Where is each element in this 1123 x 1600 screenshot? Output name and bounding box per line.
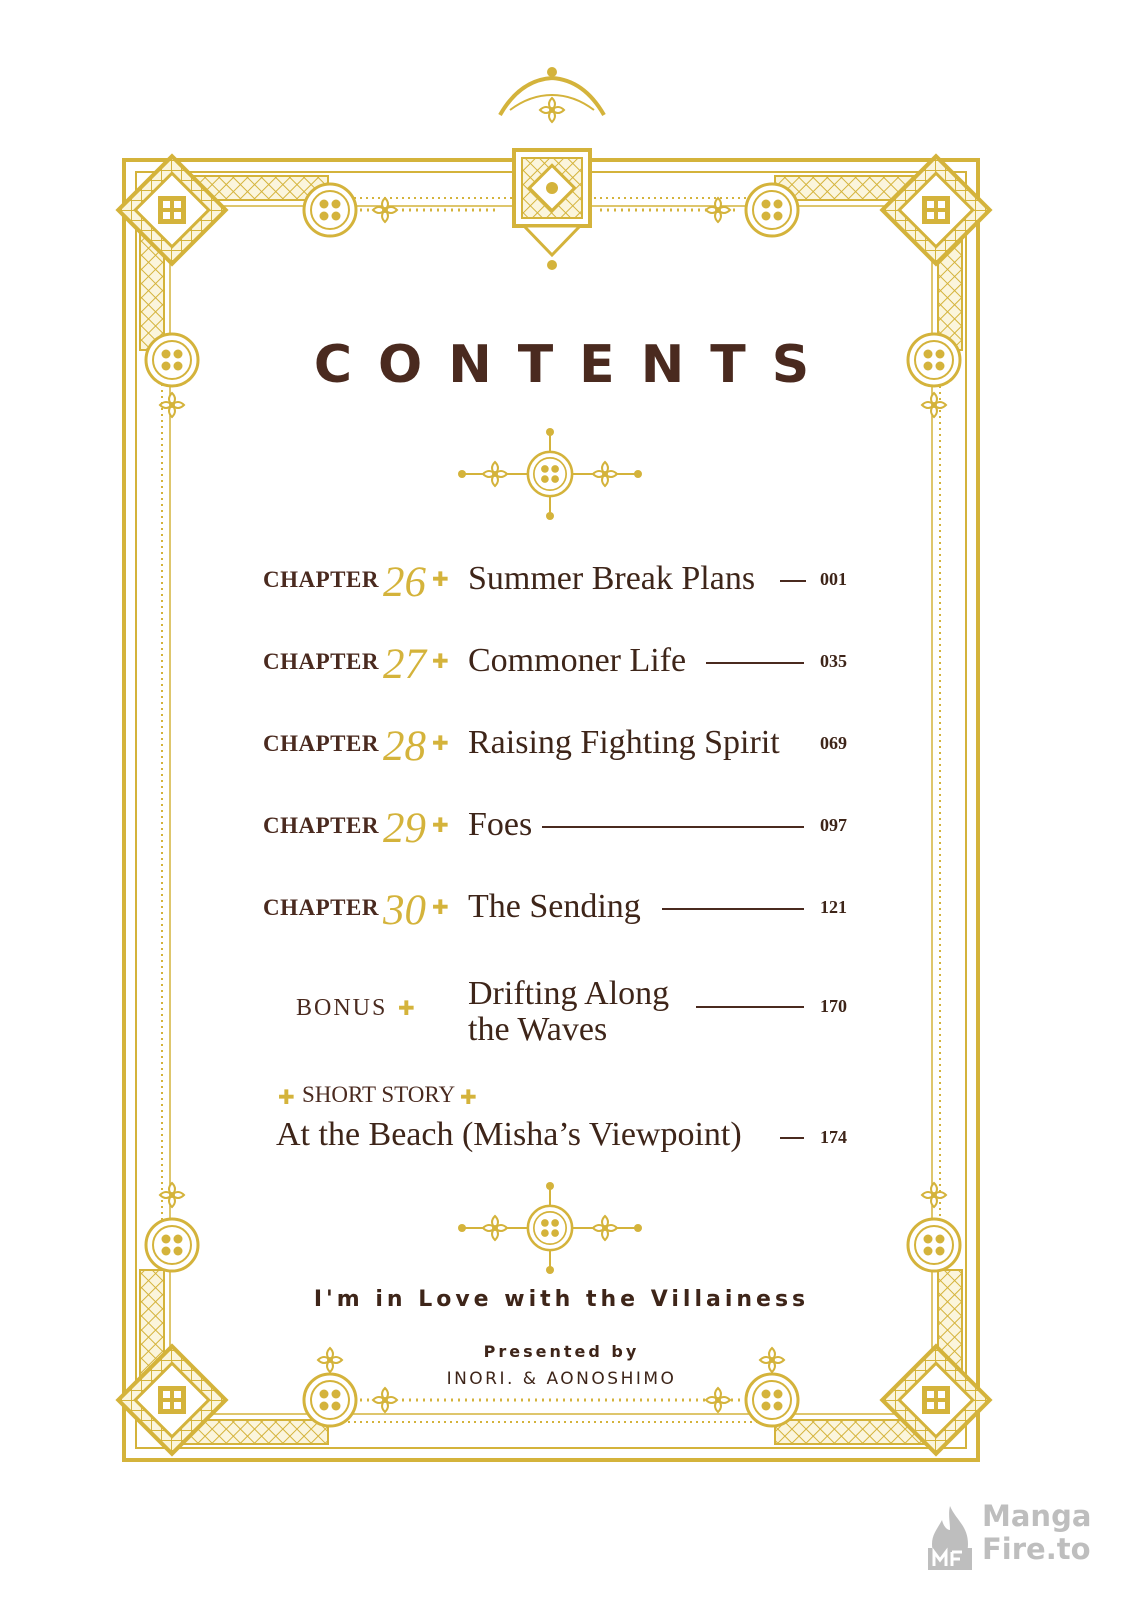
chapter-number: 28 [383,723,426,770]
cross-icon: ✚ [432,895,449,919]
short-story-label: SHORT STORY [302,1082,456,1107]
chapter-number: 27 [383,641,426,688]
bonus-label: BONUS [296,995,388,1021]
cross-icon: ✚ [432,649,449,673]
cross-icon: ✚ [278,1085,295,1109]
cross-icon: ✚ [432,813,449,837]
chapter-title: Raising Fighting Spirit [468,724,780,761]
bonus-title-line1: Drifting Along [468,975,670,1012]
page-number: 069 [820,733,847,753]
cross-icon: ✚ [432,567,449,591]
watermark-line1: Manga [982,1499,1092,1533]
toc-entry-short-story[interactable] [0,1082,1123,1162]
chapter-label: CHAPTER [263,567,379,592]
page-number: 170 [820,996,847,1016]
toc-entry-chapter-27[interactable] [0,642,1123,702]
bonus-title-line2: the Waves [468,1011,608,1048]
page-number: 035 [820,651,847,671]
page-number: 001 [820,569,847,589]
toc-entry-chapter-26[interactable] [0,560,1123,620]
cross-icon: ✚ [432,731,449,755]
chapter-title: Summer Break Plans [468,560,756,597]
contents-heading: CONTENTS [313,335,836,395]
leader-line [696,1006,804,1008]
chapter-number: 26 [383,559,426,606]
toc-entry-chapter-29[interactable] [0,806,1123,866]
chapter-label: CHAPTER [263,649,379,674]
short-story-title: At the Beach (Misha’s Viewpoint) [276,1116,742,1153]
chapter-title: The Sending [468,888,641,925]
authors: INORI. & AONOSHIMO [446,1369,677,1389]
site-watermark [922,1500,1112,1580]
toc-entry-bonus[interactable] [0,975,1123,1055]
chapter-title: Foes [468,806,533,843]
watermark-line2: Fire.to [982,1532,1091,1566]
toc-entry-chapter-30[interactable] [0,888,1123,948]
leader-line [780,1137,804,1139]
leader-line [662,908,804,910]
chapter-label: CHAPTER [263,813,379,838]
toc-entry-chapter-28[interactable] [0,724,1123,784]
leader-line [706,662,804,664]
page-number: 174 [820,1127,847,1147]
page-number: 097 [820,815,847,835]
cross-icon: ✚ [398,996,415,1020]
chapter-label: CHAPTER [263,895,379,920]
flame-logo-icon [922,1504,978,1574]
page-number: 121 [820,897,847,917]
chapter-number: 29 [383,805,426,852]
leader-line [542,826,804,828]
chapter-title: Commoner Life [468,642,687,679]
cross-icon: ✚ [460,1085,477,1109]
chapter-number: 30 [383,887,426,934]
chapter-label: CHAPTER [263,731,379,756]
leader-line [780,580,806,582]
series-title: I'm in Love with the Villainess [313,1287,810,1312]
presented-by: Presented by [483,1342,640,1361]
